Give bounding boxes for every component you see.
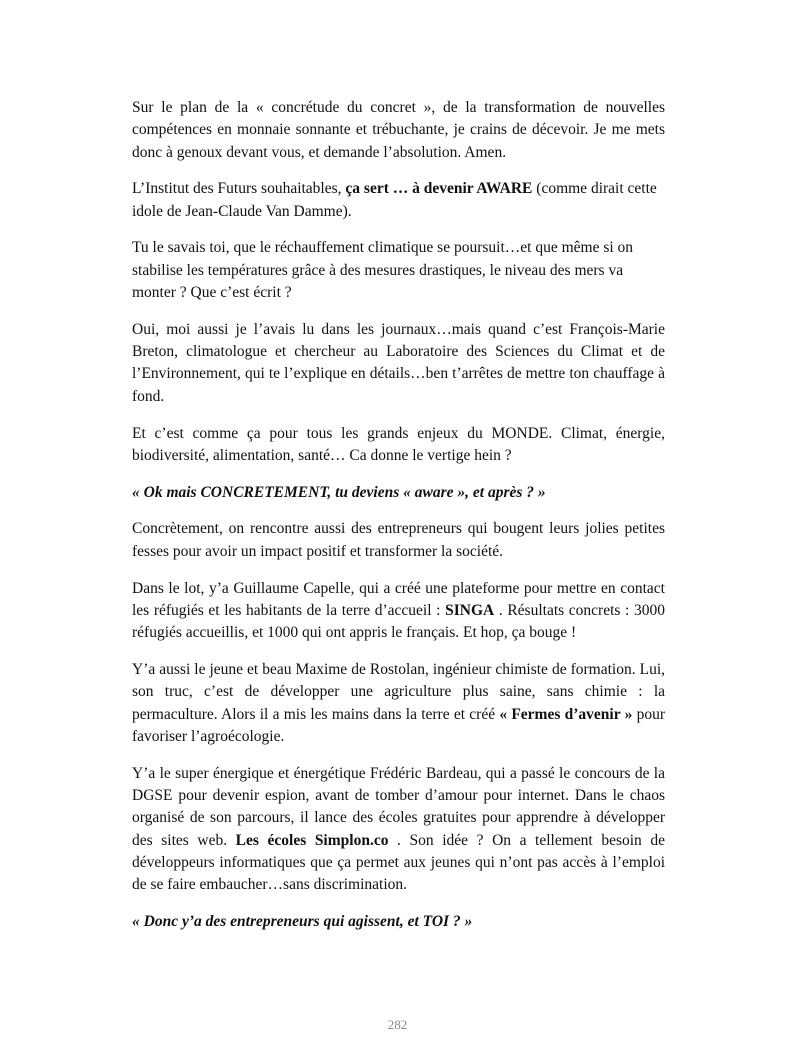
singa-link-text: SINGA xyxy=(445,601,495,619)
paragraph-9-text-c: . Son idée ? On a tellement besoin de développeurs informatiques que ça permet aux jeunes qui n’ont pas accès à l’emploi de se faire embaucher…sans discrimination. xyxy=(132,831,665,894)
paragraph-8-text-a: Y’a aussi le jeune et beau Maxime de Rostolan, ingénieur chimiste de formation. Lui, son truc, c’est de développer une agriculture plus saine, sans chimie : la permaculture. Alors il a mis les mains dans la terre et créé xyxy=(132,660,665,723)
paragraph-7-text-a: Dans le lot, y’a Guillaume Capelle, qui a créé une plateforme pour mettre en contact les réfugiés et les habitants de la terre d’accueil : xyxy=(132,579,665,619)
paragraph-2-text-a: L’Institut des Futurs souhaitables, xyxy=(132,180,346,198)
paragraph-9-text-a: Y’a le super énergique et énergétique Frédéric Bardeau, qui a passé le concours de la DGSE pour devenir espion, avant de tomber d’amour pour internet. Dans le chaos organisé de son parcours, il lance des écoles gratuites pour apprendre à développer des sites web. xyxy=(132,764,665,849)
paragraph-7 xyxy=(132,578,665,645)
paragraph-7-text-c: . Résultats concrets : 3000 réfugiés accueillis, et 1000 qui ont appris le français. Et hop, ça bouge ! xyxy=(132,601,665,642)
paragraph-2-bold: ça sert … à devenir AWARE xyxy=(345,180,533,198)
paragraph-8 xyxy=(132,659,665,748)
paragraph-2 xyxy=(132,178,665,223)
fermes-davenir-text: « Fermes d’avenir » xyxy=(499,705,633,723)
simplon-text: Les écoles Simplon.co xyxy=(235,831,389,849)
page-body xyxy=(132,97,665,948)
paragraph-2-text-c: (comme dirait cette idole de Jean-Claude Van Damme). xyxy=(132,180,657,220)
page-number: 282 xyxy=(387,1017,408,1032)
paragraph-9 xyxy=(132,763,665,897)
paragraph-8-text-c: pour favoriser l’agroécologie. xyxy=(132,705,665,745)
quote-2: « Donc y’a des entrepreneurs qui agissent, et TOI ? » xyxy=(132,912,473,930)
paragraph-5: Et c’est comme ça pour tous les grands enjeux du MONDE. Climat, énergie, biodiversité, alimentation, santé… Ca donne le vertige hein ? xyxy=(132,424,665,464)
paragraph-3: Tu le savais toi, que le réchauffement climatique se poursuit…et que même si on stabilise les températures grâce à des mesures drastiques, le niveau des mers va monter ? Que c’est écrit ? xyxy=(132,239,634,302)
quote-1: « Ok mais CONCRETEMENT, tu deviens « aware », et après ? » xyxy=(132,483,546,501)
paragraph-1: Sur le plan de la « concrétude du concret », de la transformation de nouvelles compétences en monnaie sonnante et trébuchante, je crains de décevoir. Je me mets donc à genoux devant vous, et demande l’absolution. Amen. xyxy=(132,99,665,161)
paragraph-4: Oui, moi aussi je l’avais lu dans les journaux…mais quand c’est François-Marie Breton, climatologue et chercheur au Laboratoire des Sciences du Climat et de l’Environnement, qui te l’explique en détails…ben t’arrêtes de mettre ton chauffage à fond. xyxy=(132,320,665,405)
paragraph-6: Concrètement, on rencontre aussi des entrepreneurs qui bougent leurs jolies petites fesses pour avoir un impact positif et transformer la société. xyxy=(132,520,665,560)
